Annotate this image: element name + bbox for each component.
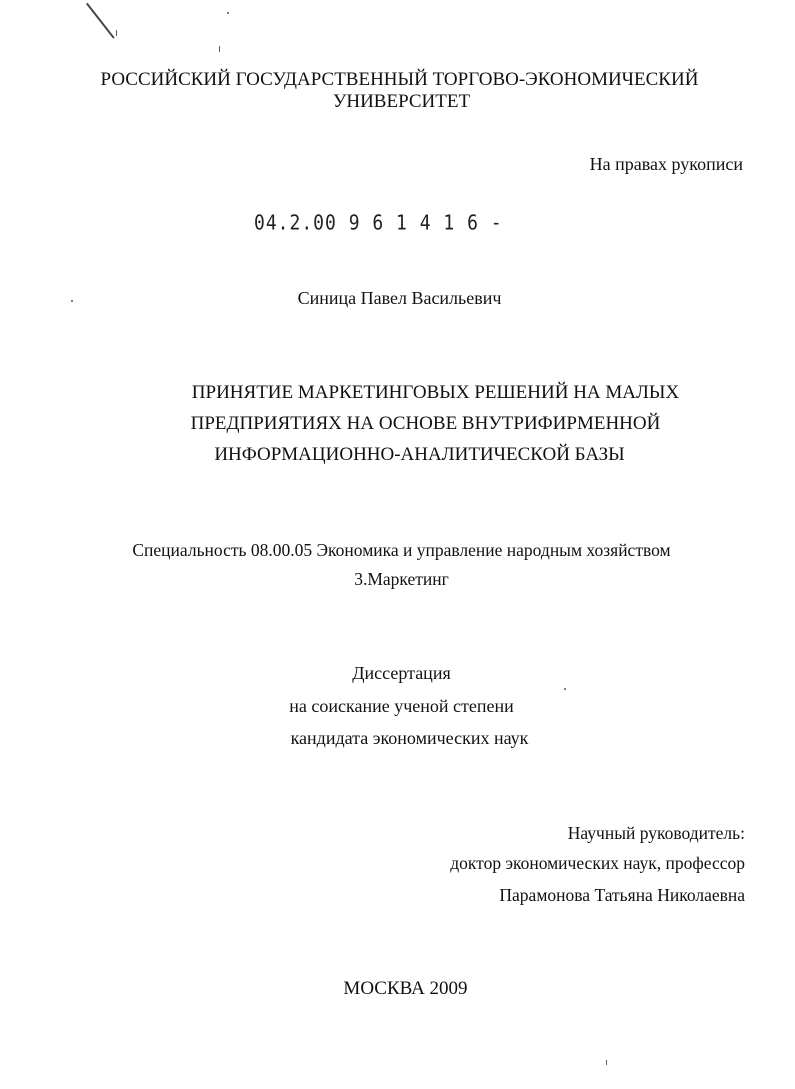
scan-speck (564, 688, 566, 690)
degree-line3: кандидата экономических наук (290, 728, 529, 748)
author-name: Синица Павел Васильевич (297, 288, 502, 308)
registry-code: 04.2.00 9 6 1 4 1 6 - (254, 211, 503, 236)
university-name-line1: РОССИЙСКИЙ ГОСУДАРСТВЕННЫЙ ТОРГОВО-ЭКОНОМИЧЕСКИЙ (100, 69, 699, 90)
city-year: МОСКВА 2009 (343, 978, 468, 999)
thesis-title-line1: ПРИНЯТИЕ МАРКЕТИНГОВЫХ РЕШЕНИЙ НА МАЛЫХ (191, 382, 680, 403)
manuscript-note: На правах рукописи (589, 154, 743, 174)
thesis-title-line2: ПРЕДПРИЯТИЯХ НА ОСНОВЕ ВНУТРИФИРМЕННОЙ (190, 413, 661, 434)
supervisor-name: Парамонова Татьяна Николаевна (499, 885, 745, 905)
supervisor-label: Научный руководитель: (567, 823, 745, 843)
scan-speck (227, 12, 229, 14)
degree-line2: на соискание ученой степени (289, 696, 514, 716)
supervisor-title: доктор экономических наук, профессор (450, 853, 745, 873)
degree-line1: Диссертация (352, 663, 451, 683)
scan-speck (606, 1060, 607, 1065)
specialty-line1: Специальность 08.00.05 Экономика и управление народным хозяйством (132, 540, 671, 560)
scan-mark (86, 3, 115, 39)
specialty-line2: 3.Маркетинг (354, 569, 449, 589)
scan-speck (116, 30, 117, 36)
scan-speck (219, 46, 220, 52)
university-name-line2: УНИВЕРСИТЕТ (332, 91, 471, 112)
thesis-title-line3: ИНФОРМАЦИОННО-АНАЛИТИЧЕСКОЙ БАЗЫ (214, 444, 625, 465)
